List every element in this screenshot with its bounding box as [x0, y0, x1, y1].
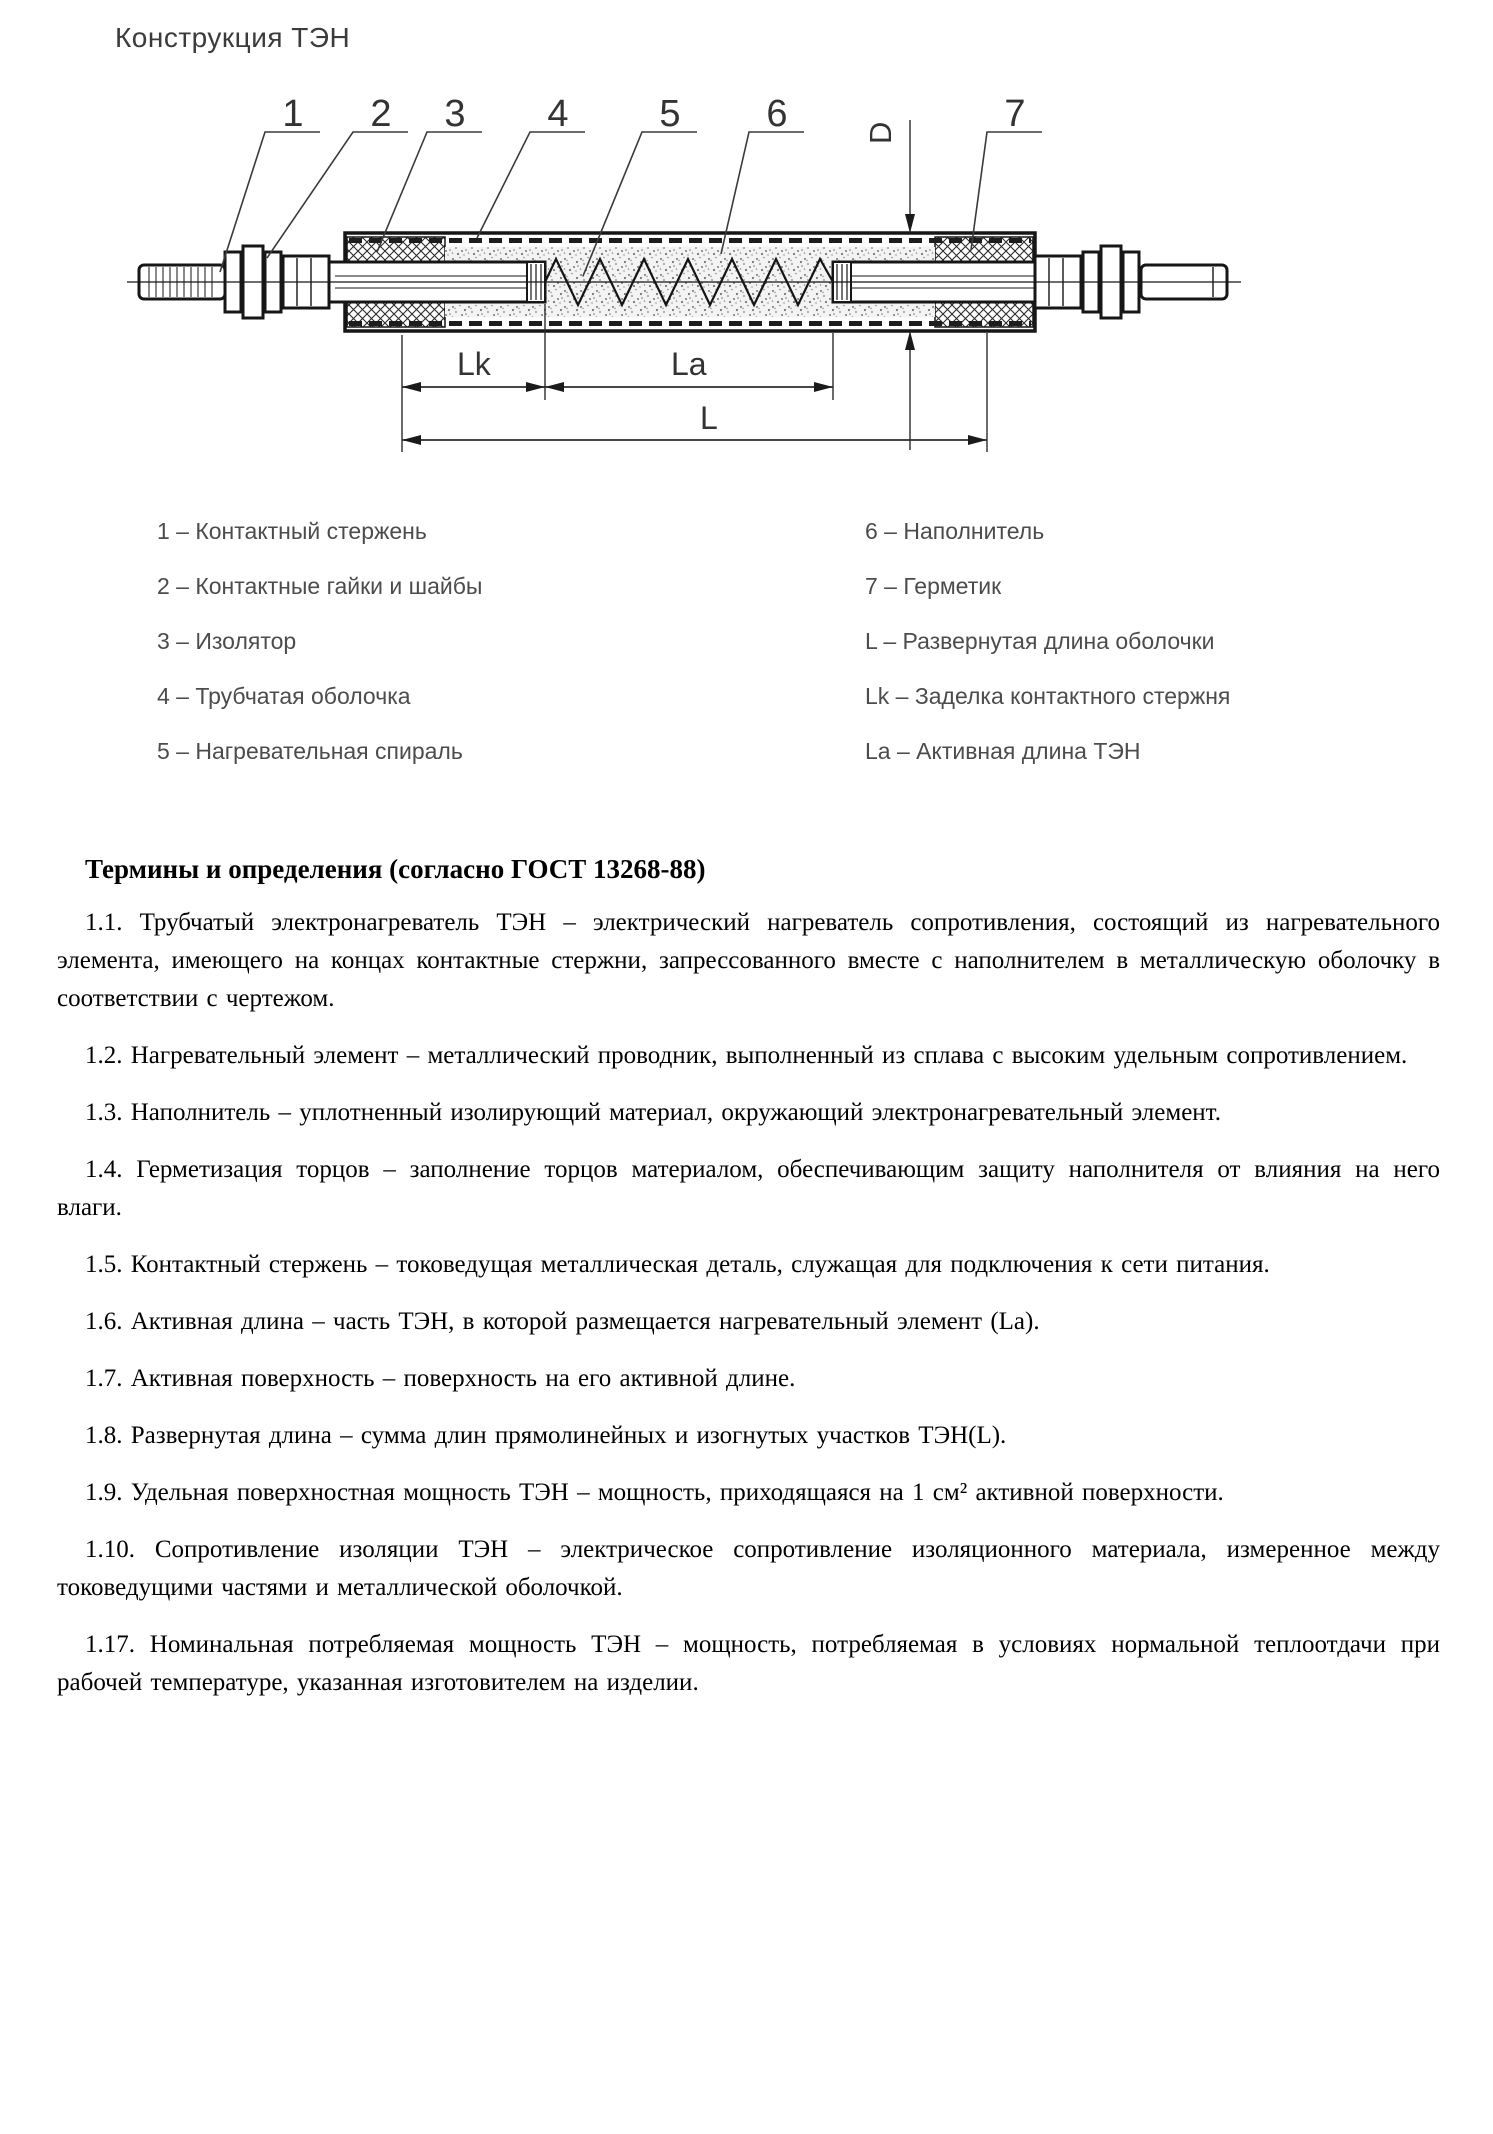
terms-section	[0, 854, 1493, 1702]
term-definition: 1.1. Трубчатый электронагреватель ТЭН – электрический нагреватель сопротивления, состоящий из нагревательного элемента, имеющего на концах контактные стержни, запрессованного вместе с наполнителем в металлическую оболочку в соответствии с чертежом.	[57, 909, 1440, 1012]
terms-list	[57, 904, 1440, 1702]
legend-item-left: 1 – Контактный стержень	[157, 518, 427, 544]
legend-item-left: 5 – Нагревательная спираль	[157, 738, 463, 764]
dimension-lk	[402, 346, 545, 392]
ten-construction-diagram	[115, 80, 1275, 458]
diagram-legend	[157, 514, 1437, 768]
term-definition: 1.10. Сопротивление изоляции ТЭН – электрическое сопротивление изоляционного материала, измеренное между токоведущими частями и металлической оболочкой.	[57, 1536, 1440, 1601]
term-definition: 1.2. Нагревательный элемент – металлический проводник, выполненный из сплава с высоким удельным сопротивлением.	[85, 1042, 1408, 1069]
callout-5: 5	[659, 93, 681, 135]
term-definition: 1.17. Номинальная потребляемая мощность ТЭН – мощность, потребляемая в условиях нормальной теплоотдачи при рабочей температуре, указанная изготовителем на изделии.	[57, 1631, 1440, 1696]
term-definition: 1.7. Активная поверхность – поверхность на его активной длине.	[85, 1365, 796, 1392]
legend-item-right: La – Активная длина ТЭН	[865, 738, 1141, 764]
callout-3: 3	[444, 93, 466, 135]
term-definition: 1.6. Активная длина – часть ТЭН, в которой размещается нагревательный элемент (La).	[85, 1308, 1040, 1335]
term-definition: 1.4. Герметизация торцов – заполнение торцов материалом, обеспечивающим защиту наполнителя от влияния на него влаги.	[57, 1156, 1440, 1221]
terms-heading: Термины и определения (согласно ГОСТ 13268-88)	[85, 854, 706, 884]
dim-la-label: La	[671, 346, 707, 382]
legend-item-left: 3 – Изолятор	[157, 628, 297, 654]
document-page	[0, 22, 1493, 2134]
legend-item-right: 7 – Герметик	[865, 573, 1002, 599]
callout-1: 1	[282, 93, 304, 135]
dimension-la	[545, 346, 833, 392]
page-title: Конструкция ТЭН	[115, 22, 351, 53]
term-definition: 1.3. Наполнитель – уплотненный изолирующий материал, окружающий электронагревательный элемент.	[85, 1099, 1221, 1126]
legend-item-left: 2 – Контактные гайки и шайбы	[157, 573, 483, 599]
dimension-l	[402, 400, 987, 445]
term-definition: 1.5. Контактный стержень – токоведущая металлическая деталь, служащая для подключения к сети питания.	[85, 1251, 1270, 1278]
legend-item-right: Lk – Заделка контактного стержня	[865, 683, 1231, 709]
callout-7: 7	[1004, 93, 1026, 135]
callout-6: 6	[766, 93, 788, 135]
dim-l-label: L	[700, 400, 718, 436]
legend-item-right: L – Развернутая длина оболочки	[865, 628, 1215, 654]
callout-4: 4	[547, 93, 569, 135]
legend-item-left: 4 – Трубчатая оболочка	[157, 683, 411, 709]
heater-technical-drawing	[115, 80, 1275, 458]
dim-d-label: D	[863, 121, 898, 144]
term-definition: 1.9. Удельная поверхностная мощность ТЭН – мощность, приходящаяся на 1 см² активной поверхности.	[85, 1479, 1224, 1506]
callout-2: 2	[370, 93, 392, 135]
dim-lk-label: Lk	[457, 346, 491, 382]
term-definition: 1.8. Развернутая длина – сумма длин прямолинейных и изогнутых участков ТЭН(L).	[85, 1422, 1007, 1449]
legend-item-right: 6 – Наполнитель	[865, 518, 1045, 544]
